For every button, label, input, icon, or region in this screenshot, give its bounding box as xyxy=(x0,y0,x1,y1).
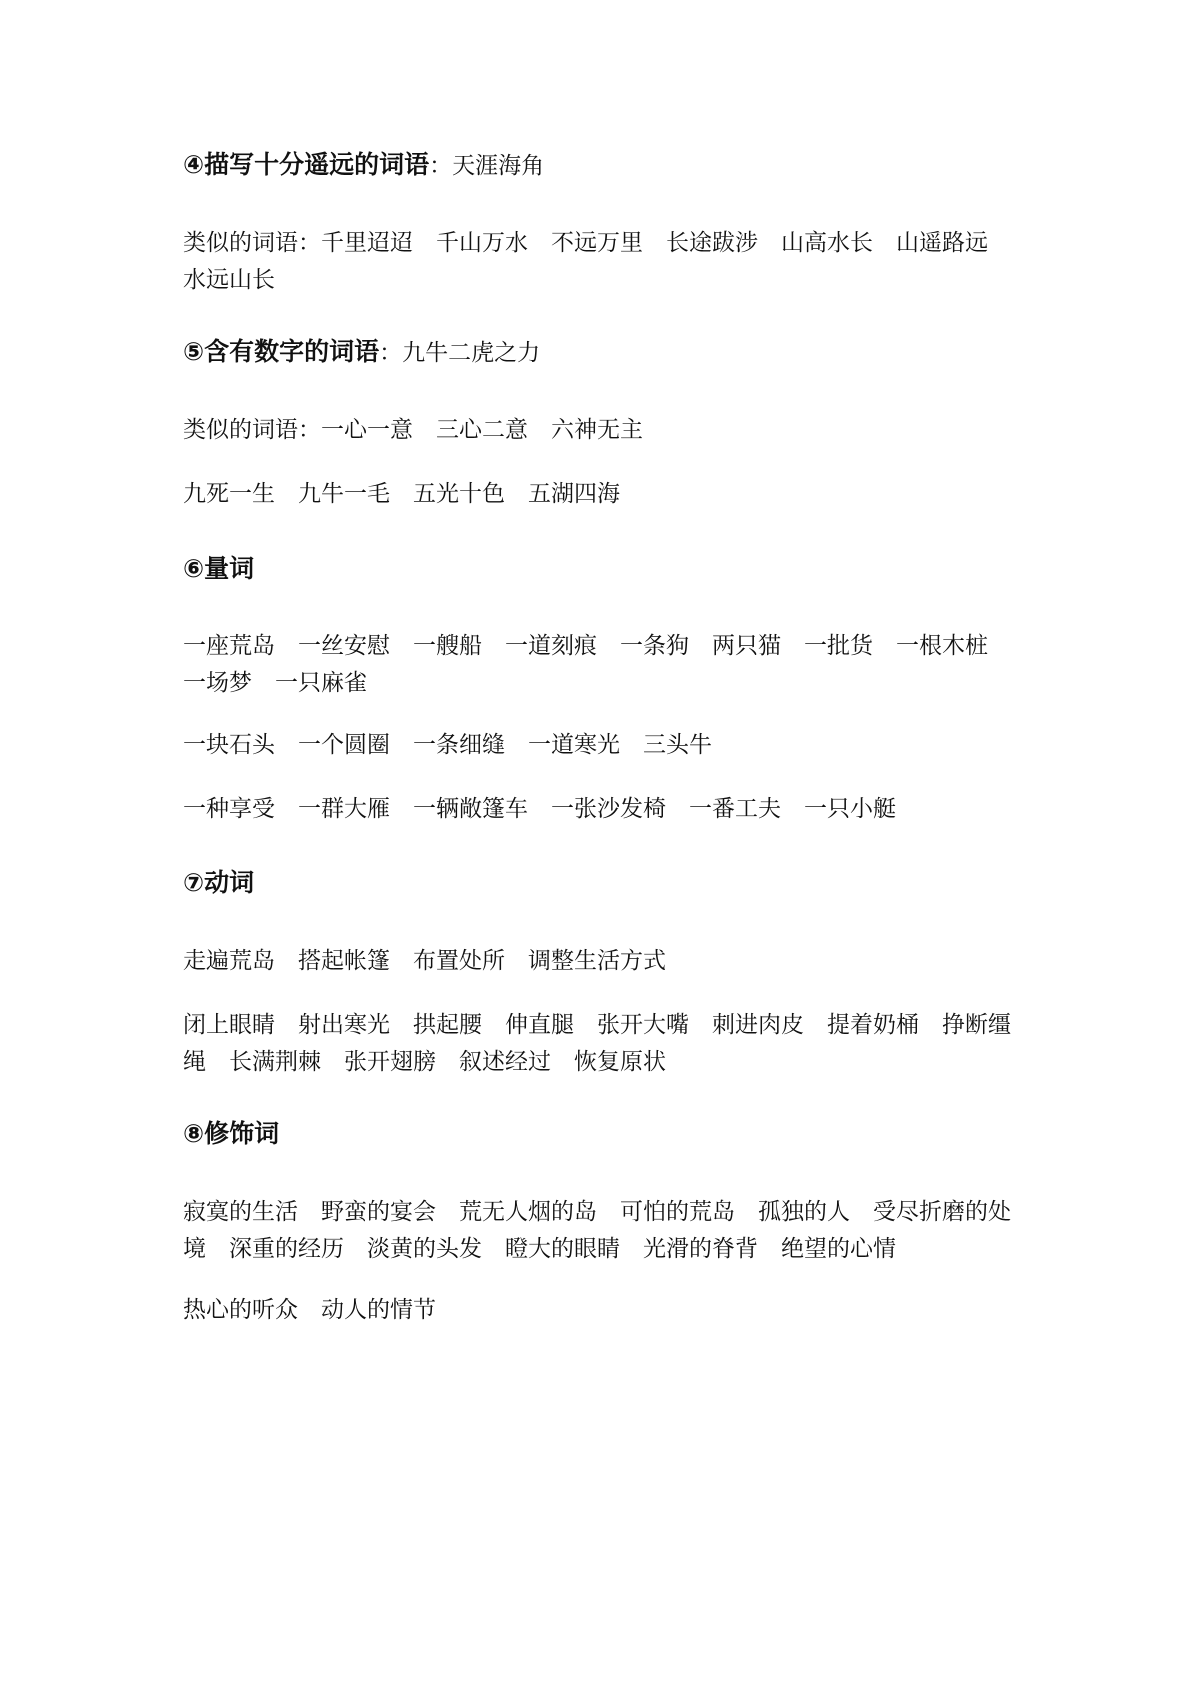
section-8-line-1: 寂寞的生活 野蛮的宴会 荒无人烟的岛 可怕的荒岛 孤独的人 受尽折磨的处境 深重的经历 淡黄的头发 瞪大的眼睛 光滑的脊背 绝望的心情 xyxy=(183,1199,1011,1262)
section-8-line-2: 热心的听众 动人的情节 xyxy=(183,1297,436,1323)
section-6-line-1: 一座荒岛 一丝安慰 一艘船 一道刻痕 一条狗 两只猫 一批货 一根木桩 一场梦 一只麻雀 xyxy=(183,633,1011,696)
section-7-line-2: 闭上眼睛 射出寒光 拱起腰 伸直腿 张开大嘴 刺进肉皮 提着奶桶 挣断缰绳 长满荆棘 张开翅膀 叙述经过 恢复原状 xyxy=(183,1012,1011,1075)
section-6-heading xyxy=(183,550,1023,587)
section-6-line-3: 一种享受 一群大雁 一辆敞篷车 一张沙发椅 一番工夫 一只小艇 xyxy=(183,796,896,822)
section-5-line-2: 九死一生 九牛一毛 五光十色 五湖四海 xyxy=(183,481,620,507)
section-4-separator: ： xyxy=(429,153,453,179)
section-4-title: ④描写十分遥远的词语 xyxy=(183,150,430,179)
section-8-title: ⑧修饰词 xyxy=(183,1119,280,1148)
section-6-title: ⑥量词 xyxy=(183,554,255,583)
section-7-line-1: 走遍荒岛 搭起帐篷 布置处所 调整生活方式 xyxy=(183,948,666,974)
section-7-title: ⑦动词 xyxy=(183,868,255,897)
section-4-similar: 类似的词语：千里迢迢 千山万水 不远万里 长途跋涉 山高水长 山遥路远 水远山长 xyxy=(183,230,1011,293)
section-5-separator: ： xyxy=(379,340,403,366)
section-5-example: 九牛二虎之力 xyxy=(402,340,541,366)
section-4-example: 天涯海角 xyxy=(452,153,545,179)
section-5-heading xyxy=(183,333,1023,372)
section-4-heading xyxy=(183,146,1023,185)
section-5-title: ⑤含有数字的词语 xyxy=(183,337,380,366)
section-8-heading xyxy=(183,1115,1023,1152)
section-7-heading xyxy=(183,864,1023,901)
section-6-line-2: 一块石头 一个圆圈 一条细缝 一道寒光 三头牛 xyxy=(183,732,712,758)
section-5-similar: 类似的词语：一心一意 三心二意 六神无主 xyxy=(183,417,643,443)
